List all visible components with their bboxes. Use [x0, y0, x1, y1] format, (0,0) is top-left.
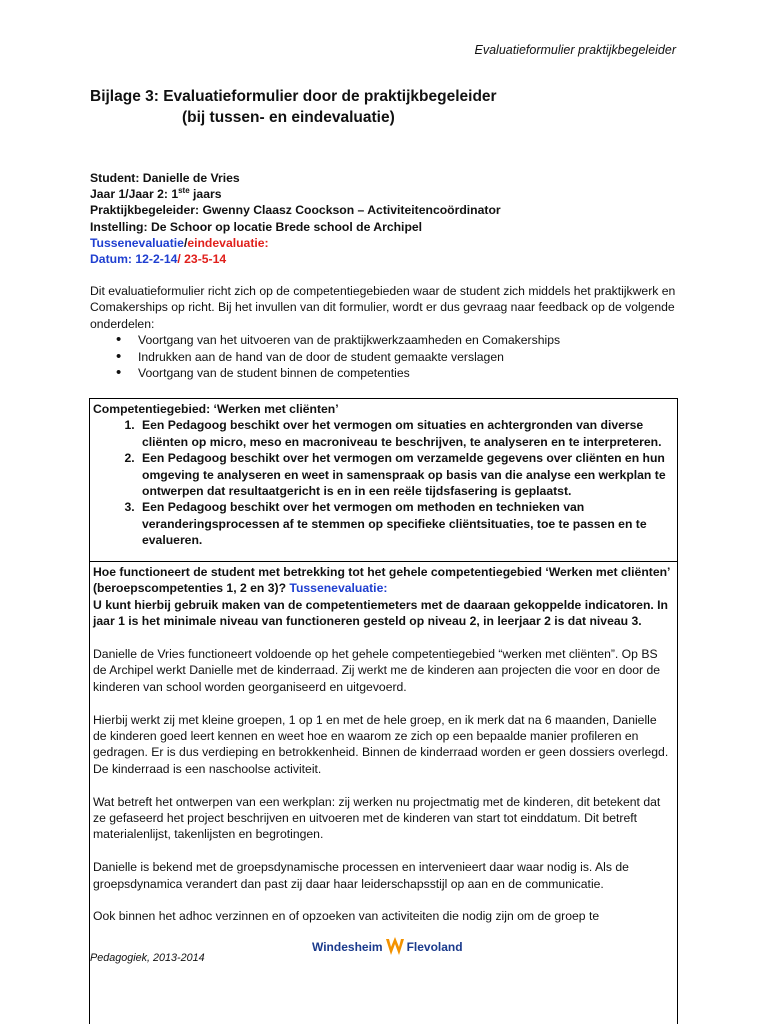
study-year-suffix: jaars: [189, 187, 222, 202]
competence-item: 2. Een Pedagoog beschikt over het vermogen om verzamelde gegevens over cliënten en hun omgeving te analyseren en weet in samenspraak op basis van die analyse een werkplan te ontwerpen dat resultaatgericht is en in een reële tijdsfasering is geplaatst.: [138, 450, 673, 499]
competence-box: [89, 398, 678, 562]
evaluation-paragraph: Wat betreft het ontwerpen van een werkplan: zij werken nu projectmatig met de kinderen, dit betekent dat ze gefaseerd het project beschrijven en uitvoeren met de kinderen van start tot einddatum. Dit betreft materialenlijst, takenlijsten en begrotingen.: [93, 794, 661, 842]
intro-bullet: • Indrukken aan de hand van de door de student gemaakte verslagen: [138, 349, 690, 365]
intro-section: [90, 283, 690, 381]
windesheim-logo: [312, 935, 463, 959]
title-line-2: (bij tussen- en eindevaluatie): [182, 109, 395, 126]
intro-bullet-list: [90, 332, 690, 381]
question-instruction: U kunt hierbij gebruik maken van de competentiemeters met de daaraan gekoppelde indicatoren. In jaar 1 is het minimale niveau van functioneren gesteld op niveau 2, in leerjaar 2 is dat niveau 3.: [93, 597, 668, 629]
institution: Instelling: De Schoor op locatie Brede school de Archipel: [90, 219, 423, 234]
date-slash: /: [177, 252, 185, 267]
competence-item: 1. Een Pedagoog beschikt over het vermogen om situaties en achtergronden van diverse cliënten op micro, meso en macroniveau te beschrijven, te analyseren en te interpreteren.: [138, 417, 673, 450]
logo-text-flevoland: Flevoland: [406, 939, 463, 954]
logo-text-windesheim: Windesheim: [312, 939, 383, 954]
document-title: [90, 86, 497, 128]
evaluation-paragraph: Ook binnen het adhoc verzinnen en of opzoeken van activiteiten die nodig zijn om de groep te: [93, 909, 600, 924]
supervisor: Praktijkbegeleider: Gwenny Claasz Coockson – Activiteitencoördinator: [90, 203, 501, 218]
study-year-sup: ste: [178, 186, 190, 196]
evaluation-slash: /: [183, 235, 188, 250]
study-year: [90, 186, 501, 202]
competence-list: [93, 417, 673, 548]
title-line-1: Bijlage 3: Evaluatieformulier door de praktijkbegeleider: [90, 88, 497, 105]
date-mid: Datum: 12-2-14: [90, 252, 178, 267]
intro-bullet: • Voortgang van de student binnen de competenties: [138, 365, 690, 381]
student-info: [90, 170, 501, 267]
intro-bullet: • Voortgang van het uitvoeren van de praktijkwerkzaamheden en Comakerships: [138, 332, 690, 348]
competence-item: 3. Een Pedagoog beschikt over het vermogen om methoden en technieken van veranderingsprocessen af te stemmen op specifieke cliëntsituaties, toe te passen en te evalueren.: [138, 499, 673, 548]
evaluation-paragraph: Danielle de Vries functioneert voldoende op het gehele competentiegebied “werken met cliënten”. Op BS de Archipel werkt Danielle met de kinderraad. Zij werkt me de kinderen aan projecten die voor en door de kinderen van school worden georganiseerd en uitgevoerd.: [93, 647, 661, 694]
evaluation-mid: Tussenevaluatie: [90, 235, 184, 250]
evaluation-paragraph: Hierbij werkt zij met kleine groepen, 1 op 1 en met de hele groep, en ik merk dat na 6 maanden, Danielle de kinderen goed leert kennen en weet hoe en waarom ze zich op een bepaalde manier profileren en gedragen. Er is dus verdieping en betrokkenheid. Binnen de kinderraad worden er geen dossiers overlegd. De kinderraad is een naschoolse activiteit.: [93, 712, 669, 776]
logo-mark-icon: [384, 935, 406, 959]
competence-heading: Competentiegebied: ‘Werken met cliënten’: [93, 402, 339, 416]
intro-paragraph: Dit evaluatieformulier richt zich op de competentiegebieden waar de student zich middels het praktijkwerk en Comakerships op richt. Bij het invullen van dit formulier, wordt er dus gevraag naar feedback op de volgende onderdelen:: [90, 284, 676, 331]
study-year-text: Jaar 1/Jaar 2: 1: [90, 187, 179, 202]
question-text: Hoe functioneert de student met betrekking tot het gehele competentiegebied ‘Werken met cliënten’ (beroepscompetenties 1, 2 en 3)?: [93, 565, 670, 596]
date-final: 23-5-14: [184, 252, 227, 267]
student-name: Student: Danielle de Vries: [90, 171, 240, 185]
evaluation-paragraph: Danielle is bekend met de groepsdynamische processen en intervenieert daar waar nodig is. Als de groepsdynamica verandert dan past zij daar haar leiderschapsstijl op aan en de communicatie.: [93, 860, 629, 891]
question-label: Tussenevaluatie:: [289, 581, 388, 596]
footer-course: Pedagogiek, 2013-2014: [90, 952, 205, 964]
evaluation-date: [90, 251, 501, 267]
evaluation-type: [90, 235, 501, 251]
evaluation-final: eindevaluatie:: [187, 235, 269, 250]
question-line: [93, 564, 673, 597]
running-header: Evaluatieformulier praktijkbegeleider: [474, 43, 676, 57]
